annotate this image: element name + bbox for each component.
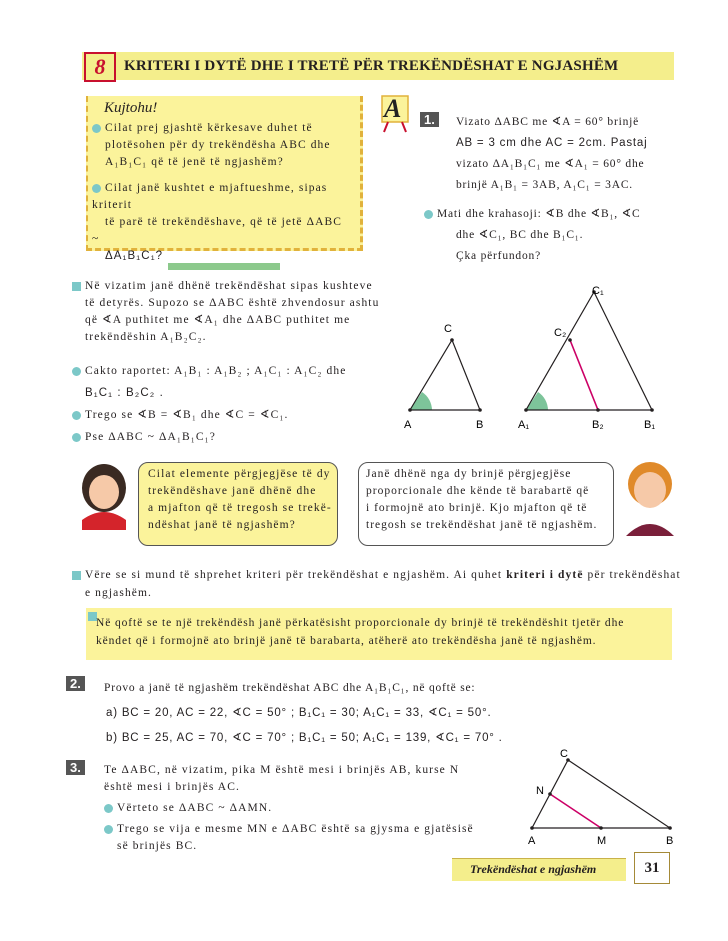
intro-text: Vëre se si mund të shprehet kriteri për trekëndëshat e ngjashëm. Ai quhet (85, 569, 507, 581)
similar-triangles-figure (396, 278, 696, 438)
paragraph-line: të detyrës. Supozo se ΔABC është zhvendosur ashtu (85, 297, 380, 309)
answer-bubble-text (366, 466, 597, 534)
criterion-text (96, 614, 624, 650)
task-line: B₁C₁ : B₂C₂ . (85, 387, 164, 399)
exercise-3-line: është mesi i brinjës AC. (104, 781, 240, 793)
bubble-line: ndëshat janë të ngjashëm? (148, 519, 296, 531)
reminder-line: ΔA₁B₁C₁? (105, 250, 164, 262)
exercise-2-intro: Provo a janë të ngjashëm trekëndëshat ABC dhe A₁B₁C₁, në qoftë se: (104, 682, 476, 694)
bullet-icon (104, 804, 113, 813)
bubble-line: i formojnë ato brinjë. Kjo mjafton që të (366, 502, 588, 514)
page-number: 31 (634, 852, 670, 884)
label-c: C (444, 323, 452, 335)
criterion-line: Në qoftë se te një trekëndësh janë përkatësisht proporcionale dy brinjë të trekëndëshit tjetër dhe (96, 617, 625, 629)
paragraph-line: trekëndëshin A₁B₂C₂. (85, 331, 207, 343)
angle-a1-mark (526, 392, 548, 410)
boy-avatar (620, 458, 680, 538)
exercise-1-line: vizato ΔA₁B₁C₁ me ∢A₁ = 60° dhe (456, 158, 645, 170)
question-bubble-text (148, 466, 332, 534)
exercise-1-line: brinjë A₁B₁ = 3AB, A₁C₁ = 3AC. (456, 179, 633, 191)
exercise-number: 1. (420, 112, 439, 127)
label-b1: B₁ (644, 419, 656, 431)
reminder-line: Cilat janë kushtet e mjaftueshme, sipas kriterit (92, 182, 328, 211)
exercise-number: 3. (66, 760, 85, 775)
exercise-1-bullet-line: Mati dhe krahasoji: ∢B dhe ∢B₁, ∢C (437, 208, 641, 220)
girl-avatar (74, 460, 134, 530)
exercise-3 (104, 762, 474, 855)
bullet-icon (92, 124, 101, 133)
exercise-3-bullet: Vërteto se ΔABC ~ ΔAMN. (117, 802, 273, 814)
intro-text: për trekëndëshat (583, 569, 681, 581)
exercise-2-a: a) BC = 20, AC = 22, ∢C = 50° ; B₁C₁ = 30; A₁C₁ = 33, ∢C₁ = 50°. (106, 707, 492, 719)
criterion-line: këndet që i formojnë ato brinjë janë të barabarta, atëherë ato trekëndësha janë të ngjashëm. (96, 635, 597, 647)
criterion-name: kriteri i dytë (506, 569, 584, 581)
square-bullet-icon (72, 282, 81, 291)
exercise-1-bullet-line: dhe ∢C₁, BC dhe B₁C₁. (456, 229, 584, 241)
criterion-intro (72, 566, 681, 602)
label-c2: C₂ (554, 327, 567, 339)
bubble-line: proporcionale dhe kënde të barabartë që (366, 485, 590, 497)
square-bullet-icon (72, 571, 81, 580)
label-c1: C₁ (592, 285, 604, 297)
exercise-2-b: b) BC = 25, AC = 70, ∢C = 70° ; B₁C₁ = 50; A₁C₁ = 139, ∢C₁ = 70° . (106, 732, 503, 744)
paragraph-line: që ∢A puthitet me ∢A₁ dhe ΔABC puthitet me (85, 314, 351, 326)
bubble-line: Janë dhënë nga dy brinjë përgjegjëse (366, 468, 572, 480)
bullet-icon (424, 210, 433, 219)
label-m: M (597, 835, 607, 847)
task-line: Pse ΔABC ~ ΔA₁B₁C₁? (85, 431, 216, 443)
exercise-1-bullets (424, 204, 641, 267)
bubble-line: a mjafton që të tregosh se trekë- (148, 502, 332, 514)
exercise-3-line: Te ΔABC, në vizatim, pika M është mesi i brinjës AB, kurse N (104, 764, 460, 776)
footer-section-title: Trekëndëshat e ngjashëm (470, 862, 597, 876)
label-a: A (528, 835, 536, 847)
bullet-icon (92, 184, 101, 193)
divider-bar (168, 263, 280, 270)
intro-paragraph (72, 278, 379, 346)
angle-a-mark (410, 392, 432, 410)
bullet-icon (72, 411, 81, 420)
exercise-1-line: AB = 3 cm dhe AC = 2cm. Pastaj (456, 137, 648, 149)
label-b2: B₂ (592, 419, 604, 431)
reminder-line: plotësohen për dy trekëndësha ABC dhe (105, 139, 331, 151)
task-bullets (72, 360, 346, 448)
intro-text: e ngjashëm. (85, 587, 153, 599)
triangle-a1b1c1 (526, 292, 652, 410)
exercise-1-bullet-line: Çka përfundon? (456, 250, 541, 262)
exercise-1-text (456, 112, 647, 196)
exercise-3-bullet: Trego se vija e mesme MN e ΔABC është sa gjysma e gjatësisë (117, 823, 474, 835)
segment-b2c2 (570, 340, 598, 410)
exercise-1-line: Vizato ΔABC me ∢A = 60° brinjë (456, 116, 640, 128)
label-a: A (404, 419, 412, 431)
task-line: Cakto raportet: A₁B₁ : A₁B₂ ; A₁C₁ : A₁C₂ dhe (85, 365, 347, 377)
exercise-2 (104, 676, 503, 751)
bubble-line: Cilat elemente përgjegjëse të dy (148, 468, 331, 480)
section-letter: A (384, 94, 402, 123)
page-title: KRITERI I DYTË DHE I TRETË PËR TREKËNDËSHAT E NGJASHËM (124, 58, 619, 74)
reminder-line: A₁B₁C₁ që të jenë të ngjashëm? (105, 156, 284, 168)
exercise-3-bullet: së brinjës BC. (117, 840, 198, 852)
label-n: N (536, 785, 544, 797)
exercise-number: 2. (66, 676, 85, 691)
paragraph-line: Në vizatim janë dhënë trekëndëshat sipas kushteve (85, 280, 373, 292)
chapter-number: 8 (84, 52, 116, 82)
task-line: Trego se ∢B = ∢B₁ dhe ∢C = ∢C₁. (85, 409, 289, 421)
reminder-title: Kujtohu! (104, 100, 158, 116)
reminder-line: Cilat prej gjashtë kërkesave duhet të (105, 122, 313, 134)
bubble-line: trekëndëshave janë dhënë dhe (148, 485, 317, 497)
triangle-abc (532, 760, 670, 828)
segment-mn (550, 794, 601, 828)
reminder-item-2 (92, 180, 350, 265)
label-a1: A₁ (518, 419, 530, 431)
reminder-line: të parë të trekëndëshave, që të jetë ΔABC ~ (92, 216, 343, 245)
label-c: C (560, 748, 568, 760)
bullet-icon (72, 367, 81, 376)
bullet-icon (72, 433, 81, 442)
label-b: B (666, 835, 674, 847)
label-b: B (476, 419, 484, 431)
bullet-icon (104, 825, 113, 834)
midline-triangle-figure (520, 748, 690, 848)
reminder-item-1 (92, 120, 350, 171)
bubble-line: tregosh se trekëndëshat janë të ngjashëm. (366, 519, 598, 531)
